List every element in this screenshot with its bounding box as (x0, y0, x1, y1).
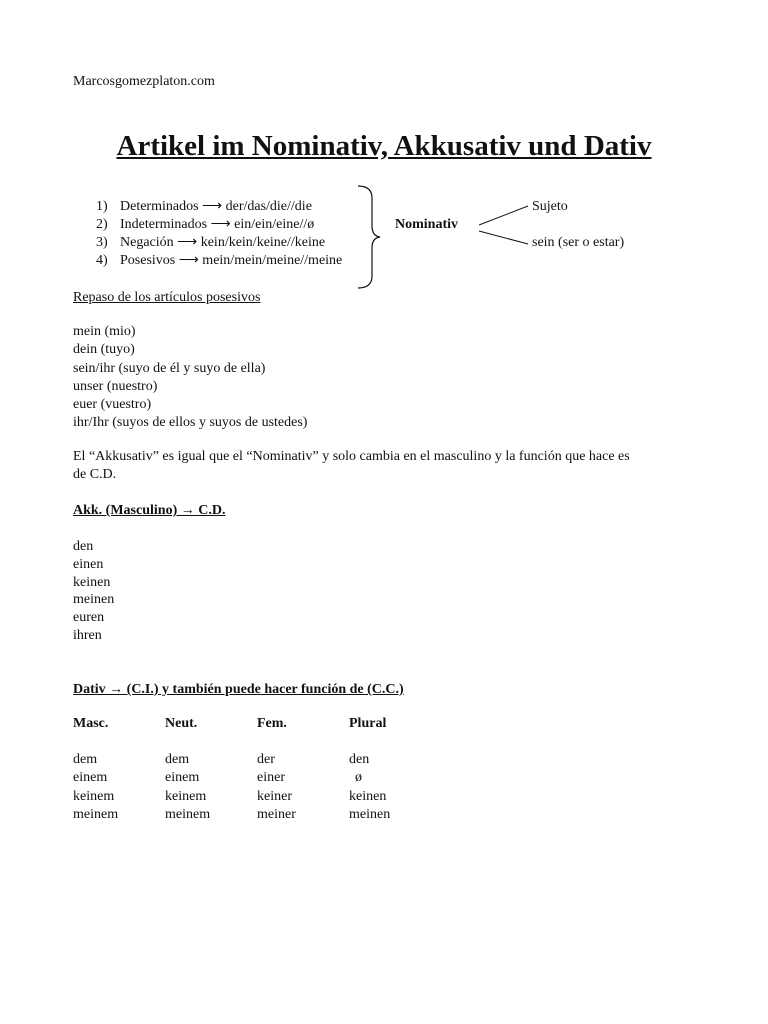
list-item: einen (73, 556, 104, 572)
list-item: euren (73, 610, 105, 626)
cell: meinem (165, 807, 211, 822)
cell: einem (165, 770, 200, 785)
table-row (73, 806, 447, 825)
list-item: unser (nuestro) (73, 378, 158, 394)
header-cell: Fem. (257, 716, 287, 731)
akk-list (73, 538, 114, 645)
list-item: sein/ihr (suyo de él y suyo de ella) (73, 360, 266, 376)
cell: meinem (73, 807, 119, 822)
list-item: ihren (73, 627, 102, 643)
dativ-table (73, 715, 447, 825)
cell: einer (257, 770, 285, 785)
list-text: Posesivos ⟶ mein/mein/meine//meine (120, 253, 343, 268)
branch-line-sein (479, 231, 528, 244)
list-item: euer (vuestro) (73, 397, 152, 413)
header-cell: Neut. (165, 716, 198, 731)
list-item: keinen (73, 574, 111, 590)
page-title: Artikel im Nominativ, Akkusativ und Dativ (116, 130, 652, 162)
list-item: meinen (73, 592, 115, 608)
list-item: ihr/Ihr (suyos de ellos y suyos de ustedes) (73, 415, 308, 431)
header-cell: Plural (349, 716, 387, 731)
possessive-list (73, 323, 307, 433)
cell: ø (355, 770, 362, 785)
right-brace (358, 186, 380, 288)
cell: der (257, 751, 275, 767)
table-row (73, 751, 447, 770)
branch-sujeto: Sujeto (532, 199, 568, 214)
cell: einem (73, 770, 108, 785)
list-item: den (73, 539, 94, 554)
list-text: Determinados ⟶ der/das/die//die (120, 199, 312, 214)
cell: meinen (349, 807, 391, 822)
cell: keinem (73, 788, 115, 804)
paragraph-line: de C.D. (73, 467, 117, 482)
header-cell: Masc. (73, 716, 109, 731)
list-number: 4) (96, 253, 108, 268)
list-text: Negación ⟶ kein/kein/keine//keine (120, 235, 326, 250)
cell: meiner (257, 807, 296, 822)
list-item: mein (mio) (73, 324, 136, 339)
branch-line-sujeto (479, 206, 528, 225)
cell: den (349, 751, 370, 767)
branch-sein: sein (ser o estar) (532, 235, 625, 250)
cell: dem (165, 751, 190, 767)
list-item: dein (tuyo) (73, 342, 135, 358)
dativ-heading: Dativ → (C.I.) y también puede hacer función de (C.C.) (73, 682, 404, 697)
paragraph-line: El “Akkusativ” es igual que el “Nominativ” y solo cambia en el masculino y la función que hace es (73, 449, 630, 464)
list-number: 3) (96, 235, 108, 250)
cell: dem (73, 751, 98, 767)
akk-heading: Akk. (Masculino) → C.D. (73, 503, 226, 518)
repaso-heading: Repaso de los artículos posesivos (73, 290, 261, 305)
list-text: Indeterminados ⟶ ein/ein/eine//ø (120, 217, 315, 232)
cell: keinem (165, 788, 207, 804)
table-row (73, 769, 447, 788)
cell: keinen (349, 788, 387, 804)
nominativ-label: Nominativ (395, 217, 458, 232)
list-number: 1) (96, 199, 108, 214)
list-number: 2) (96, 217, 108, 232)
cell: keiner (257, 788, 292, 804)
site-name: Marcosgomezplaton.com (73, 74, 215, 89)
table-header (73, 715, 447, 734)
table-row (73, 788, 447, 807)
